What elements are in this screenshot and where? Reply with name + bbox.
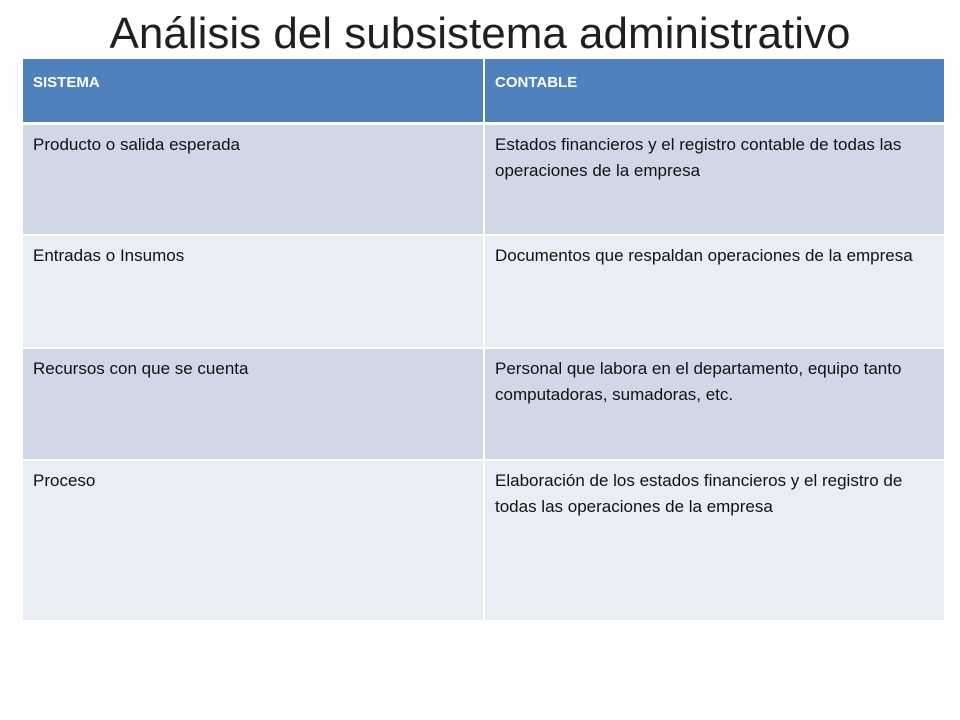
table-row — [23, 123, 944, 235]
table-row — [23, 348, 944, 460]
slide-title: Análisis del subsistema administrativo — [109, 9, 851, 58]
table-row — [23, 460, 944, 621]
table-header-row — [23, 59, 944, 123]
table-row — [23, 235, 944, 348]
row-label: Producto o salida esperada — [23, 123, 484, 235]
header-sistema: SISTEMA — [23, 59, 484, 123]
row-label: Recursos con que se cuenta — [23, 348, 484, 460]
row-value: Personal que labora en el departamento, equipo tanto computadoras, sumadoras, etc. — [484, 348, 944, 460]
row-value: Elaboración de los estados financieros y el registro de todas las operaciones de la empresa — [484, 460, 944, 621]
row-label: Entradas o Insumos — [23, 235, 484, 348]
header-contable: CONTABLE — [484, 59, 944, 123]
row-label: Proceso — [23, 460, 484, 621]
row-value: Documentos que respaldan operaciones de la empresa — [484, 235, 944, 348]
row-value: Estados financieros y el registro contable de todas las operaciones de la empresa — [484, 123, 944, 235]
analysis-table — [23, 59, 944, 622]
